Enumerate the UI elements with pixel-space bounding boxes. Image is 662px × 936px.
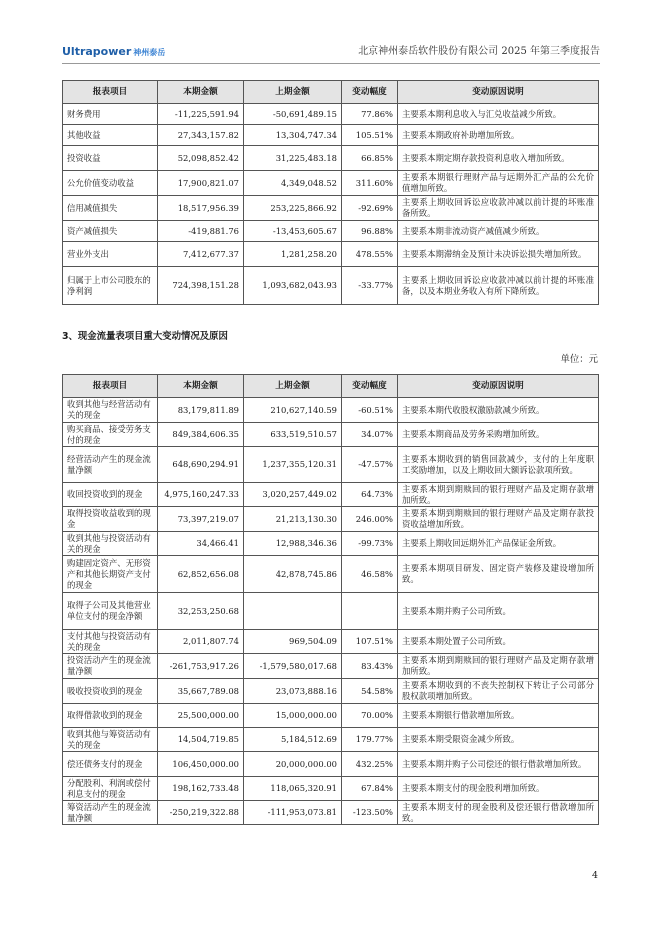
cell-item: 取得投资收益收到的现金 <box>63 507 158 532</box>
cell-change-percent: -123.50% <box>342 801 398 825</box>
table-row <box>63 447 599 483</box>
cell-change-percent: 246.00% <box>342 507 398 532</box>
cell-previous-amount: 21,213,130.30 <box>244 507 342 532</box>
cell-current-amount: 25,500,000.00 <box>158 704 244 728</box>
logo-cn-text: 神州泰岳 <box>133 48 166 57</box>
cell-previous-amount: 210,627,140.59 <box>244 398 342 423</box>
column-header-change: 变动幅度 <box>342 375 398 398</box>
cell-current-amount: 18,517,956.39 <box>158 196 244 221</box>
cell-current-amount: -419,881.76 <box>158 221 244 242</box>
cell-previous-amount: 4,349,048.52 <box>244 171 342 196</box>
table-row <box>63 728 599 752</box>
cell-previous-amount: 20,000,000.00 <box>244 752 342 777</box>
cell-change-percent: 66.85% <box>342 146 398 171</box>
cell-change-percent: 54.58% <box>342 679 398 704</box>
cell-reason: 主要系本期代收股权激励款减少所致。 <box>398 398 599 423</box>
table-header-row <box>63 375 599 398</box>
cell-item: 营业外支出 <box>63 242 158 267</box>
cell-previous-amount: -111,953,073.81 <box>244 801 342 825</box>
cell-previous-amount: 1,093,682,043.93 <box>244 267 342 305</box>
table-row <box>63 242 599 267</box>
column-header-change: 变动幅度 <box>342 81 398 104</box>
logo-text: Ultrapower <box>62 45 132 58</box>
cell-current-amount: 849,384,606.35 <box>158 423 244 447</box>
table-row <box>63 630 599 654</box>
cell-reason: 主要系上期收回远期外汇产品保证金所致。 <box>398 532 599 556</box>
cell-current-amount: 198,162,733.48 <box>158 777 244 801</box>
cell-item: 偿还债务支付的现金 <box>63 752 158 777</box>
cell-current-amount: 4,975,160,247.33 <box>158 483 244 507</box>
cell-change-percent: 67.84% <box>342 777 398 801</box>
cell-current-amount: 724,398,151.28 <box>158 267 244 305</box>
column-header-previous: 上期金额 <box>244 375 342 398</box>
cell-change-percent: 107.51% <box>342 630 398 654</box>
cell-item: 取得借款收到的现金 <box>63 704 158 728</box>
cell-reason: 主要系本期到期赎回的银行理财产品及定期存款投资收益增加所致。 <box>398 507 599 532</box>
cell-current-amount: 83,179,811.89 <box>158 398 244 423</box>
cash-flow-changes-table <box>62 374 599 825</box>
cell-previous-amount: -13,453,605.67 <box>244 221 342 242</box>
cell-previous-amount: 3,020,257,449.02 <box>244 483 342 507</box>
unit-label: 单位：元 <box>560 354 598 365</box>
cell-reason: 主要系本期非流动资产减值减少所致。 <box>398 221 599 242</box>
cell-reason: 主要系本期支付的现金股利及偿还银行借款增加所致。 <box>398 801 599 825</box>
cell-current-amount: -11,225,591.94 <box>158 104 244 125</box>
cell-change-percent: 83.43% <box>342 654 398 679</box>
cell-item: 收到其他与筹资活动有关的现金 <box>63 728 158 752</box>
cell-change-percent: -33.77% <box>342 267 398 305</box>
cell-item: 收到其他与投资活动有关的现金 <box>63 532 158 556</box>
cell-previous-amount: 633,519,510.57 <box>244 423 342 447</box>
cell-reason: 主要系本期收到的销售回款减少，支付的上年度职工奖励增加，以及上期收回大额诉讼款项所致。 <box>398 447 599 483</box>
cell-change-percent: -99.73% <box>342 532 398 556</box>
cell-change-percent <box>342 593 398 630</box>
column-header-previous: 上期金额 <box>244 81 342 104</box>
cell-item: 投资收益 <box>63 146 158 171</box>
cell-previous-amount: 15,000,000.00 <box>244 704 342 728</box>
table-row <box>63 423 599 447</box>
cell-previous-amount: 13,304,747.34 <box>244 125 342 146</box>
company-logo <box>62 42 165 63</box>
cell-current-amount: -261,753,917.26 <box>158 654 244 679</box>
cell-item: 分配股利、利润或偿付利息支付的现金 <box>63 777 158 801</box>
cell-item: 收回投资收到的现金 <box>63 483 158 507</box>
table-row <box>63 104 599 125</box>
column-header-item: 报表项目 <box>63 81 158 104</box>
cell-reason: 主要系上期收回诉讼应收款冲减以前计提的坏账准备，以及本期业务收入有所下降所致。 <box>398 267 599 305</box>
cell-previous-amount: 31,225,483.18 <box>244 146 342 171</box>
cell-change-percent: 64.73% <box>342 483 398 507</box>
cell-current-amount: 34,466.41 <box>158 532 244 556</box>
table-row <box>63 171 599 196</box>
table-row <box>63 398 599 423</box>
cell-item: 收到其他与经营活动有关的现金 <box>63 398 158 423</box>
cell-previous-amount: 253,225,866.92 <box>244 196 342 221</box>
cell-previous-amount: -50,691,489.15 <box>244 104 342 125</box>
cell-reason: 主要系本期商品及劳务采购增加所致。 <box>398 423 599 447</box>
header-divider <box>62 63 600 64</box>
cell-item: 公允价值变动收益 <box>63 171 158 196</box>
column-header-reason: 变动原因说明 <box>398 81 599 104</box>
column-header-reason: 变动原因说明 <box>398 375 599 398</box>
cell-change-percent: 478.55% <box>342 242 398 267</box>
column-header-item: 报表项目 <box>63 375 158 398</box>
cell-item: 筹资活动产生的现金流量净额 <box>63 801 158 825</box>
cell-previous-amount: 969,504.09 <box>244 630 342 654</box>
cell-item: 投资活动产生的现金流量净额 <box>63 654 158 679</box>
income-statement-changes-table <box>62 80 599 305</box>
cell-reason: 主要系上期收回诉讼应收款冲减以前计提的坏账准备所致。 <box>398 196 599 221</box>
cell-current-amount: 648,690,294.91 <box>158 447 244 483</box>
cell-change-percent: 432.25% <box>342 752 398 777</box>
table-row <box>63 704 599 728</box>
column-header-current: 本期金额 <box>158 375 244 398</box>
table-row <box>63 752 599 777</box>
cell-reason: 主要系本期受限资金减少所致。 <box>398 728 599 752</box>
cell-previous-amount: 23,073,888.16 <box>244 679 342 704</box>
table-header-row <box>63 81 599 104</box>
table-row <box>63 267 599 305</box>
cell-change-percent: -60.51% <box>342 398 398 423</box>
cell-change-percent: 96.88% <box>342 221 398 242</box>
cell-item: 支付其他与投资活动有关的现金 <box>63 630 158 654</box>
table-row <box>63 777 599 801</box>
cell-current-amount: 7,412,677.37 <box>158 242 244 267</box>
cell-change-percent: 34.07% <box>342 423 398 447</box>
cell-item: 取得子公司及其他营业单位支付的现金净额 <box>63 593 158 630</box>
table-row <box>63 556 599 593</box>
cell-current-amount: 32,253,250.68 <box>158 593 244 630</box>
cell-reason: 主要系本期政府补助增加所致。 <box>398 125 599 146</box>
report-title: 北京神州泰岳软件股份有限公司 2025 年第三季度报告 <box>358 46 600 57</box>
table-row <box>63 146 599 171</box>
cell-reason: 主要系本期利息收入与汇兑收益减少所致。 <box>398 104 599 125</box>
cell-item: 财务费用 <box>63 104 158 125</box>
cell-current-amount: 35,667,789.08 <box>158 679 244 704</box>
cell-item: 经营活动产生的现金流量净额 <box>63 447 158 483</box>
table-row <box>63 125 599 146</box>
cell-reason: 主要系本期滞纳金及预计未决诉讼损失增加所致。 <box>398 242 599 267</box>
cell-reason: 主要系本期银行理财产品与远期外汇产品的公允价值增加所致。 <box>398 171 599 196</box>
cell-change-percent: -92.69% <box>342 196 398 221</box>
section-title: 3、现金流量表项目重大变动情况及原因 <box>62 331 228 342</box>
cell-current-amount: 2,011,807.74 <box>158 630 244 654</box>
page-number: 4 <box>592 870 598 881</box>
cell-reason: 主要系本期到期赎回的银行理财产品及定期存款增加所致。 <box>398 654 599 679</box>
cell-reason: 主要系本期处置子公司所致。 <box>398 630 599 654</box>
cell-previous-amount: 5,184,512.69 <box>244 728 342 752</box>
table-row <box>63 679 599 704</box>
cell-previous-amount: -1,579,580,017.68 <box>244 654 342 679</box>
cell-reason: 主要系本期并购子公司偿还的银行借款增加所致。 <box>398 752 599 777</box>
cell-item: 购买商品、接受劳务支付的现金 <box>63 423 158 447</box>
cell-item: 归属于上市公司股东的净利润 <box>63 267 158 305</box>
page-header <box>62 42 600 62</box>
cell-change-percent: -47.57% <box>342 447 398 483</box>
table-row <box>63 593 599 630</box>
column-header-current: 本期金额 <box>158 81 244 104</box>
cell-current-amount: -250,219,322.88 <box>158 801 244 825</box>
cell-reason: 主要系本期银行借款增加所致。 <box>398 704 599 728</box>
cell-current-amount: 62,852,656.08 <box>158 556 244 593</box>
table-row <box>63 483 599 507</box>
cell-reason: 主要系本期到期赎回的银行理财产品及定期存款增加所致。 <box>398 483 599 507</box>
cell-change-percent: 77.86% <box>342 104 398 125</box>
cell-current-amount: 73,397,219.07 <box>158 507 244 532</box>
cell-reason: 主要系本期定期存款投资利息收入增加所致。 <box>398 146 599 171</box>
cell-previous-amount: 42,878,745.86 <box>244 556 342 593</box>
cell-reason: 主要系本期收到的不丧失控制权下转让子公司部分股权款项增加所致。 <box>398 679 599 704</box>
cell-reason: 主要系本期支付的现金股利增加所致。 <box>398 777 599 801</box>
cell-current-amount: 52,098,852.42 <box>158 146 244 171</box>
cell-change-percent: 311.60% <box>342 171 398 196</box>
cell-reason: 主要系本期并购子公司所致。 <box>398 593 599 630</box>
table-row <box>63 801 599 825</box>
table-row <box>63 221 599 242</box>
cell-current-amount: 27,343,157.82 <box>158 125 244 146</box>
table-row <box>63 507 599 532</box>
table-row <box>63 654 599 679</box>
table-row <box>63 532 599 556</box>
cell-item: 其他收益 <box>63 125 158 146</box>
cell-item: 信用减值损失 <box>63 196 158 221</box>
cell-reason: 主要系本期项目研发、固定资产装修及建设增加所致。 <box>398 556 599 593</box>
cell-change-percent: 105.51% <box>342 125 398 146</box>
cell-previous-amount: 118,065,320.91 <box>244 777 342 801</box>
cell-change-percent: 46.58% <box>342 556 398 593</box>
cell-current-amount: 17,900,821.07 <box>158 171 244 196</box>
cell-change-percent: 179.77% <box>342 728 398 752</box>
cell-current-amount: 106,450,000.00 <box>158 752 244 777</box>
cell-previous-amount: 12,988,346.36 <box>244 532 342 556</box>
cell-item: 资产减值损失 <box>63 221 158 242</box>
cell-previous-amount: 1,281,258.20 <box>244 242 342 267</box>
cell-item: 吸收投资收到的现金 <box>63 679 158 704</box>
table-row <box>63 196 599 221</box>
cell-previous-amount <box>244 593 342 630</box>
cell-change-percent: 70.00% <box>342 704 398 728</box>
cell-previous-amount: 1,237,355,120.31 <box>244 447 342 483</box>
cell-item: 购建固定资产、无形资产和其他长期资产支付的现金 <box>63 556 158 593</box>
cell-current-amount: 14,504,719.85 <box>158 728 244 752</box>
